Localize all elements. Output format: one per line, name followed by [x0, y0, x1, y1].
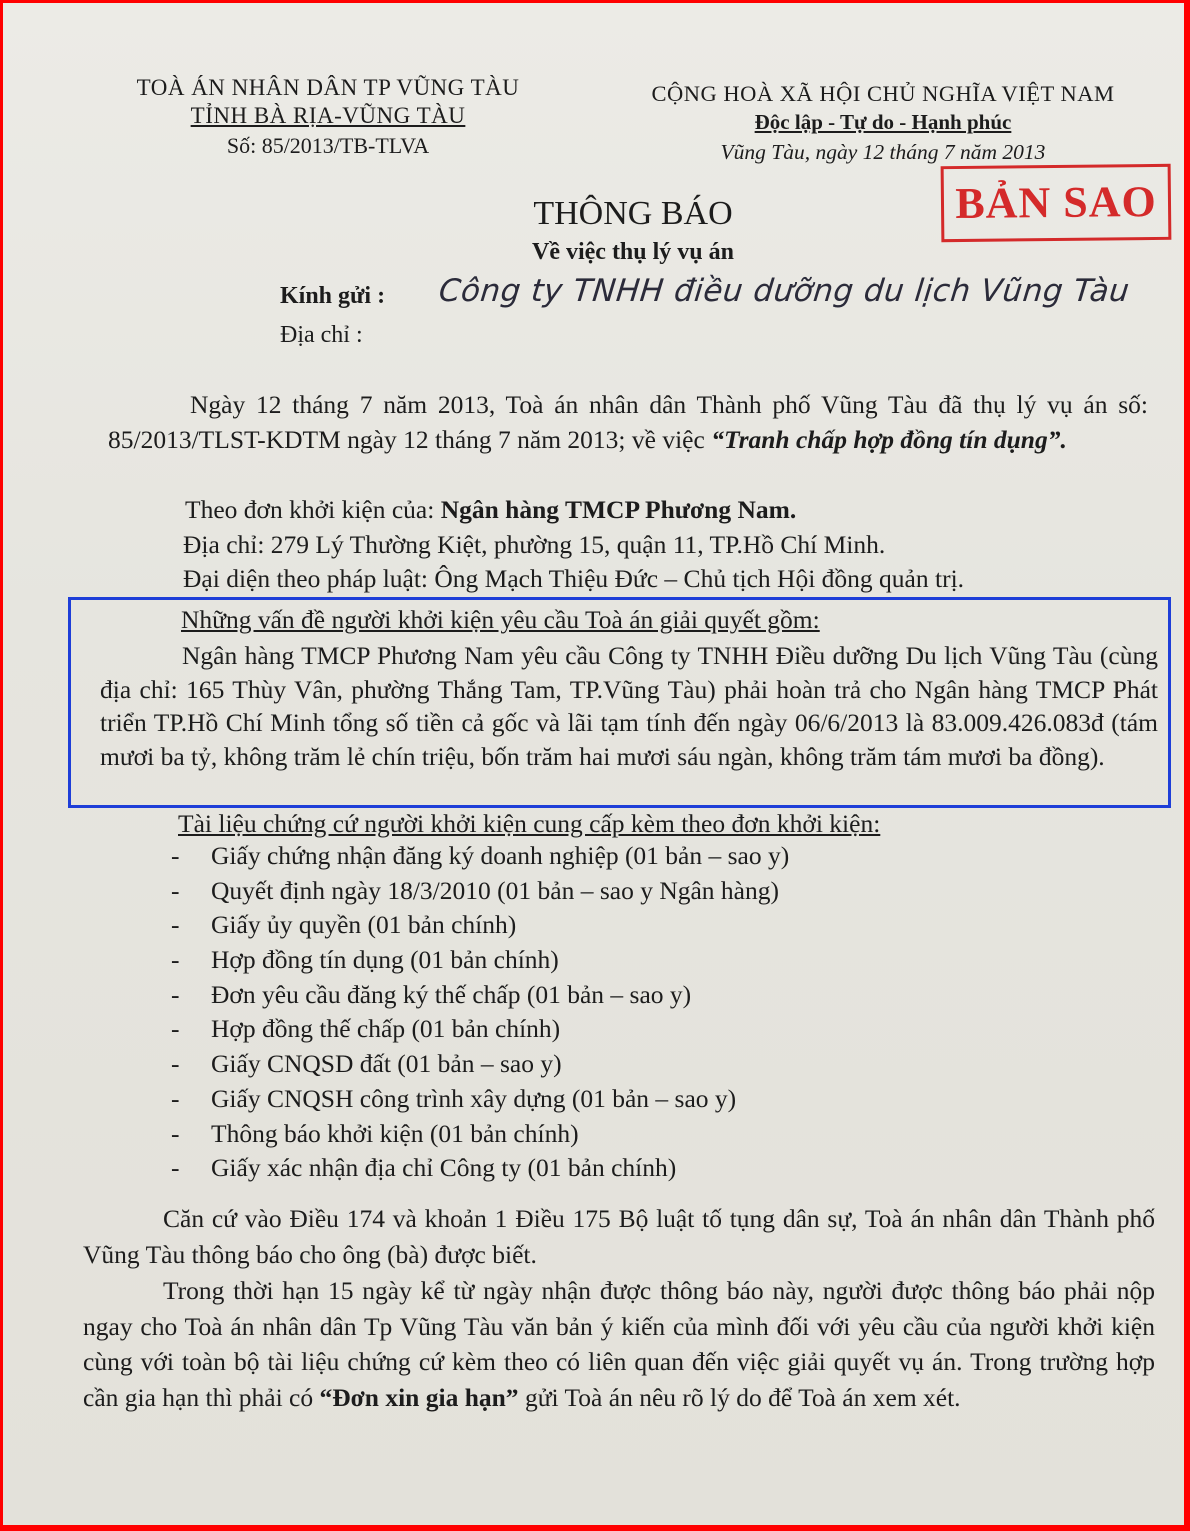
list-item: [171, 1014, 789, 1049]
bullet: -: [171, 1083, 180, 1113]
plaintiff-line: [185, 495, 796, 525]
plaintiff-name: Ngân hàng TMCP Phương Nam.: [440, 495, 797, 524]
bullet: -: [171, 945, 180, 975]
evidence-item: Hợp đồng tín dụng (01 bản chính): [211, 945, 559, 975]
bullet: -: [171, 1118, 180, 1148]
national-motto: Độc lập - Tự do - Hạnh phúc: [754, 110, 1012, 134]
bullet: -: [171, 1014, 180, 1044]
list-item: [171, 841, 789, 876]
place-date: Vũng Tàu, ngày 12 tháng 7 năm 2013: [720, 140, 1046, 164]
bullet: -: [171, 979, 180, 1009]
nation-name: CỘNG HOÀ XÃ HỘI CHỦ NGHĨA VIỆT NAM: [651, 81, 1115, 106]
list-item: [171, 1119, 789, 1154]
court-header: [103, 75, 553, 159]
plaintiff-label: Theo đơn khởi kiện của:: [185, 495, 441, 524]
list-item: [171, 910, 789, 945]
evidence-list: [171, 841, 789, 1188]
document-number: Số: 85/2013/TB-TLVA: [226, 133, 430, 158]
claims-body: Ngân hàng TMCP Phương Nam yêu cầu Công ty TNHH Điều dưỡng Du lịch Vũng Tàu (cùng địa chỉ: 165 Thùy Vân, phường Thắng Tam, TP.Vũng Tàu) phải hoàn trả cho Ngân hàng TMCP Phát triển TP.Hồ Chí Minh tổng số tiền cả gốc và lãi tạm tính đến ngày 06/6/2013 là 83.009.426.083đ (tám mươi ba tỷ, không trăm lẻ chín triệu, bốn trăm hai mươi sáu ngàn, không trăm tám mươi ba đồng).: [100, 641, 1158, 771]
recipient-label: Kính gửi :: [280, 283, 386, 309]
copy-stamp: BẢN SAO: [941, 164, 1172, 242]
legal-basis-text: Căn cứ vào Điều 174 và khoản 1 Điều 175 Bộ luật tố tụng dân sự, Toà án nhân dân Thành phố Vũng Tàu thông báo cho ông (bà) được biết.: [83, 1204, 1155, 1269]
evidence-item: Giấy CNQSH công trình xây dựng (01 bản – sao y): [211, 1083, 737, 1113]
plaintiff-address: Địa chỉ: 279 Lý Thường Kiệt, phường 15, quận 11, TP.Hồ Chí Minh.: [183, 530, 886, 559]
evidence-heading: Tài liệu chứng cứ người khởi kiện cung cấp kèm theo đơn khởi kiện:: [178, 809, 881, 838]
bullet: -: [171, 875, 180, 905]
evidence-item: Thông báo khởi kiện (01 bản chính): [211, 1118, 579, 1148]
list-item: [171, 945, 789, 980]
evidence-item: Hợp đồng thế chấp (01 bản chính): [211, 1014, 561, 1044]
evidence-item: Đơn yêu cầu đăng ký thế chấp (01 bản – sao y): [211, 979, 692, 1009]
evidence-item: Giấy ủy quyền (01 bản chính): [211, 910, 517, 940]
deadline-paragraph: [83, 1273, 1155, 1415]
list-item: [171, 980, 789, 1015]
bullet: -: [171, 1049, 180, 1079]
evidence-item: Giấy CNQSD đất (01 bản – sao y): [211, 1049, 562, 1079]
bullet: -: [171, 1153, 180, 1183]
case-type: “Tranh chấp hợp đồng tín dụng”.: [711, 425, 1067, 454]
plaintiff-representative: Đại diện theo pháp luật: Ông Mạch Thiệu Đức – Chủ tịch Hội đồng quản trị.: [183, 564, 965, 593]
legal-basis-paragraph: [83, 1201, 1155, 1272]
list-item: [171, 1153, 789, 1188]
address-label: Địa chỉ :: [280, 322, 363, 348]
list-item: [171, 1084, 789, 1119]
list-item: [171, 876, 789, 911]
document-subtitle: Về việc thụ lý vụ án: [531, 239, 734, 265]
bullet: -: [171, 841, 180, 870]
deadline-text: Trong thời hạn 15 ngày kể từ ngày nhận được thông báo này, người được thông báo phải nộp ngay cho Toà án nhân dân Tp Vũng Tàu văn bản ý kiến của mình đối với yêu cầu của người khởi kiện cùng với toàn bộ tài liệu chứng cứ kèm theo có liên quan đến việc giải quyết vụ án. Trong trường hợp cần gia hạn thì phải có: [83, 1276, 1155, 1412]
evidence-item: Giấy chứng nhận đăng ký doanh nghiệp (01 bản – sao y): [211, 841, 790, 870]
recipient-handwritten: Công ty TNHH điều dưỡng du lịch Vũng Tàu: [437, 273, 1132, 309]
extension-request: “Đơn xin gia hạn”: [319, 1382, 519, 1412]
province-name: TỈNH BÀ RỊA-VŨNG TÀU: [190, 103, 466, 128]
document-page: [3, 3, 1184, 1525]
intro-text: Ngày 12 tháng 7 năm 2013, Toà án nhân dân Thành phố Vũng Tàu đã thụ lý vụ án số: 85/2013/TLST-KDTM ngày 12 tháng 7 năm 2013; về việc: [108, 390, 1148, 454]
deadline-text-end: gửi Toà án nêu rõ lý do để Toà án xem xét.: [518, 1382, 961, 1412]
evidence-item: Giấy xác nhận địa chỉ Công ty (01 bản chính): [211, 1153, 677, 1183]
intro-paragraph: [108, 387, 1148, 457]
claims-heading: Những vấn đề người khởi kiện yêu cầu Toà án giải quyết gồm:: [181, 605, 820, 634]
court-name: TOÀ ÁN NHÂN DÂN TP VŨNG TÀU: [136, 75, 520, 100]
national-header: [603, 81, 1163, 165]
list-item: [171, 1049, 789, 1084]
bullet: -: [171, 910, 180, 940]
evidence-item: Quyết định ngày 18/3/2010 (01 bản – sao y Ngân hàng): [211, 875, 779, 905]
document-title: THÔNG BÁO: [533, 195, 733, 232]
